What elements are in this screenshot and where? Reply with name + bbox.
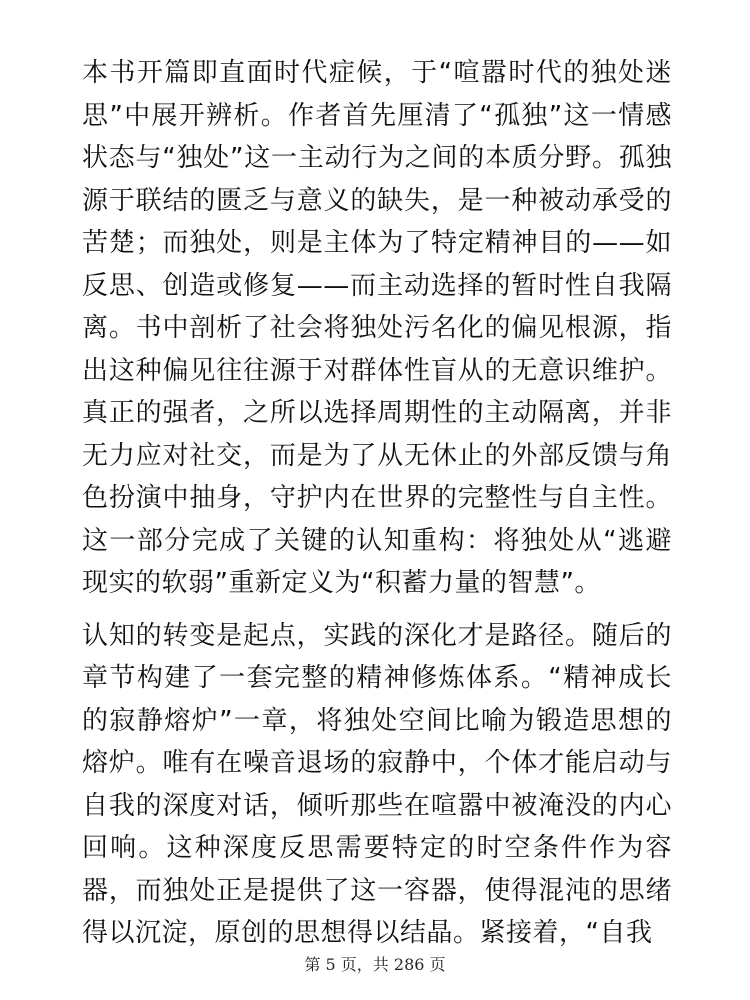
page-body: [82, 52, 672, 955]
page-number: 第 5 页，共 286 页: [304, 955, 446, 974]
paragraph-1: 本书开篇即直面时代症候，于“喧嚣时代的独处迷思”中展开辨析。作者首先厘清了“孤独”这一情感状态与“独处”这一主动行为之间的本质分野。孤独源于联结的匮乏与意义的缺失，是一种被动承受的苦楚；而独处，则是主体为了特定精神目的——如反思、创造或修复——而主动选择的暂时性自我隔离。书中剖析了社会将独处污名化的偏见根源，指出这种偏见往往源于对群体性盲从的无意识维护。真正的强者，之所以选择周期性的主动隔离，并非无力应对社交，而是为了从无休止的外部反馈与角色扮演中抽身，守护内在世界的完整性与自主性。这一部分完成了关键的认知重构：将独处从“逃避现实的软弱”重新定义为“积蓄力量的智慧”。: [82, 58, 672, 598]
paragraph-2: 认知的转变是起点，实践的深化才是路径。随后的章节构建了一套完整的精神修炼体系。“精神成长的寂静熔炉”一章，将独处空间比喻为锻造思想的熔炉。唯有在噪音退场的寂静中，个体才能启动与自我的深度对话，倾听那些在喧嚣中被淹没的内心回响。这种深度反思需要特定的时空条件作为容器，而独处正是提供了这一容器，使得混沌的思绪得以沉淀，原创的思想得以结晶。紧接着，“自我: [82, 620, 672, 948]
